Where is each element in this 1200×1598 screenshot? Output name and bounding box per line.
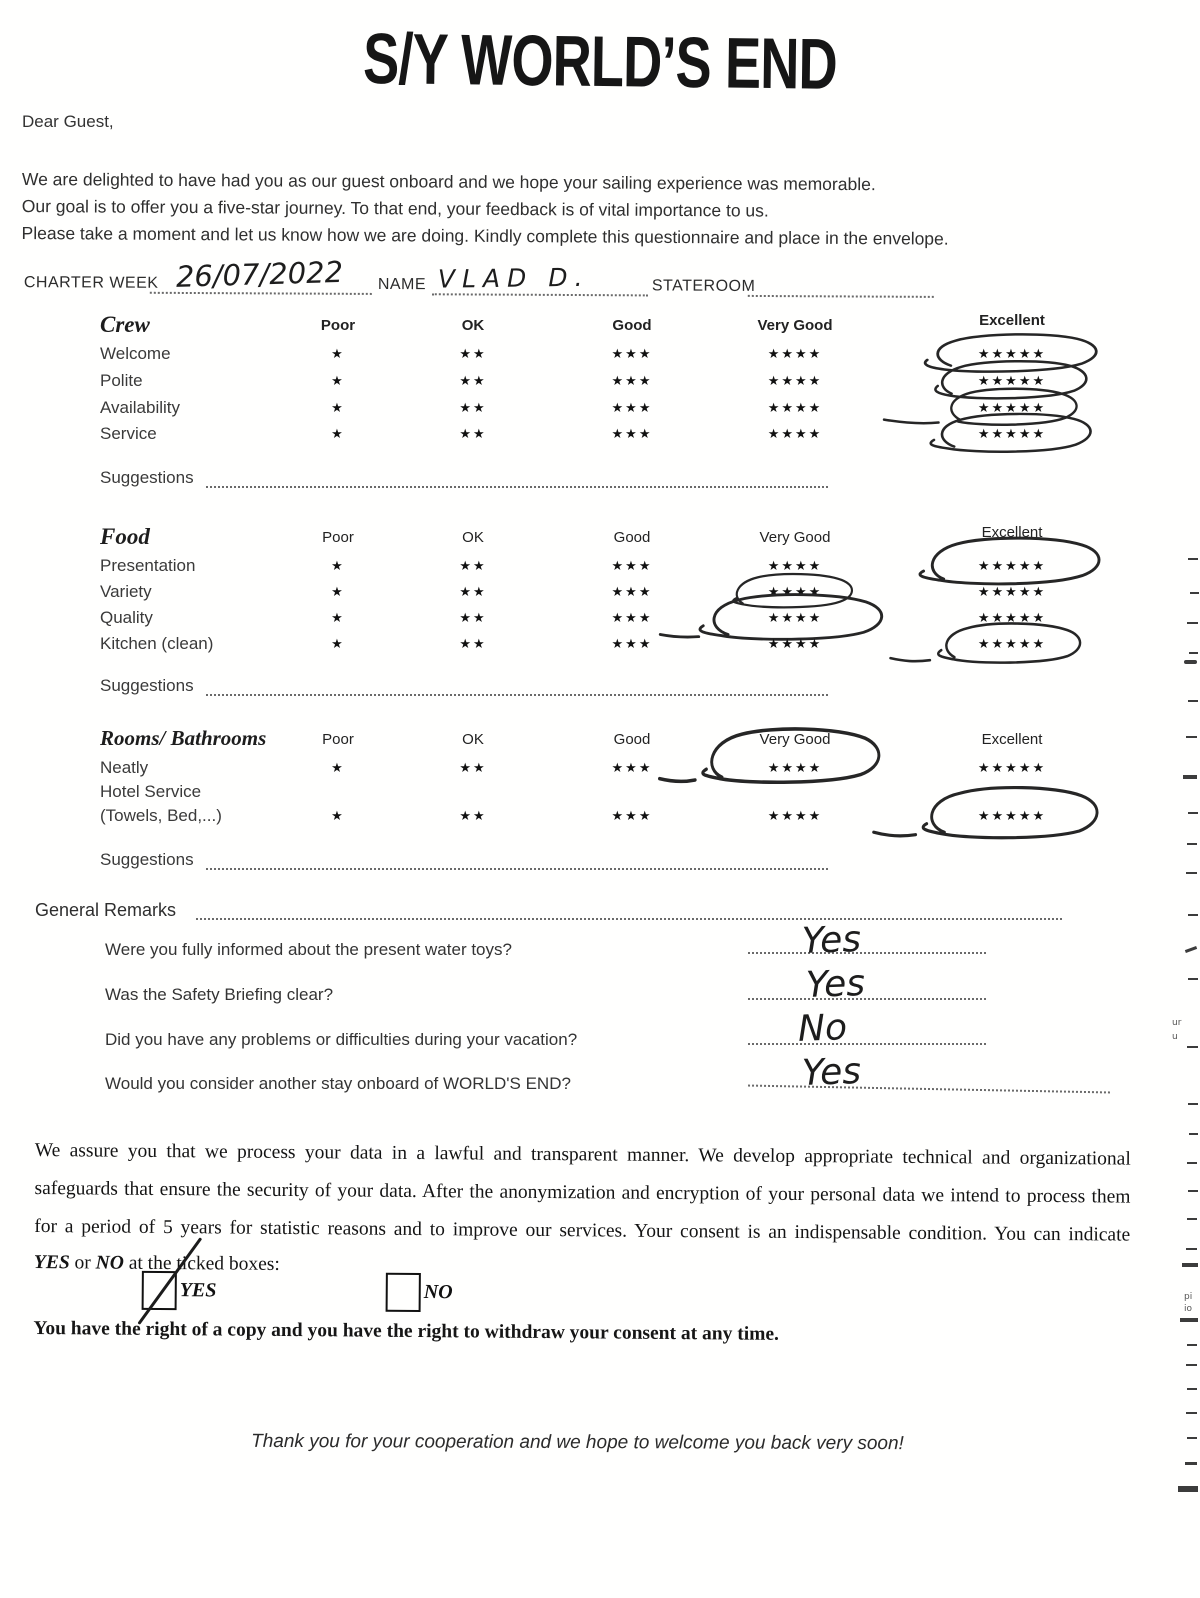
rating-cell-good[interactable]: ★★★ bbox=[611, 373, 653, 388]
stateroom-line[interactable] bbox=[748, 295, 934, 298]
table-row-service bbox=[0, 424, 1200, 448]
rating-cell-excellent-selected[interactable] bbox=[978, 346, 1046, 362]
rating-cell-good[interactable]: ★★★ bbox=[611, 760, 653, 775]
rating-header-ok: OK bbox=[461, 317, 485, 334]
table-row-welcome bbox=[0, 344, 1200, 368]
no-checkbox[interactable] bbox=[386, 1273, 421, 1312]
answer-handwriting: Yes bbox=[801, 1050, 862, 1095]
rating-cell-good[interactable]: ★★★ bbox=[611, 558, 653, 573]
intro-line: We are delighted to have had you as our guest onboard and we hope your sailing experience was memorable. bbox=[21, 168, 876, 195]
stars: ★★★★ bbox=[767, 610, 823, 625]
rating-cell-excellent[interactable]: ★★★★★ bbox=[977, 584, 1047, 599]
rating-cell-very-good-selected[interactable] bbox=[768, 584, 823, 600]
rating-header-very-good: Very Good bbox=[757, 317, 833, 334]
answer-line[interactable] bbox=[748, 998, 986, 1000]
row-label: Presentation bbox=[100, 556, 196, 575]
suggestions-label: Suggestions bbox=[100, 468, 194, 487]
table-row-hotel-service bbox=[0, 806, 1200, 830]
rating-cell-excellent-selected[interactable] bbox=[978, 400, 1046, 416]
stars: ★★★★ bbox=[767, 584, 823, 599]
rating-header-excellent: Excellent bbox=[979, 312, 1045, 329]
scan-artifact bbox=[1188, 558, 1198, 560]
intro-line: Please take a moment and let us know how we are doing. Kindly complete this questionnaire and place in the envelope. bbox=[21, 222, 949, 249]
general-remarks-line[interactable] bbox=[196, 918, 1062, 920]
scan-artifact bbox=[1188, 978, 1198, 980]
stars: ★★★★★ bbox=[977, 400, 1047, 415]
rating-cell-very-good[interactable]: ★★★★ bbox=[767, 808, 823, 823]
yes-checkbox[interactable] bbox=[142, 1271, 177, 1310]
general-remarks-label: General Remarks bbox=[35, 900, 177, 920]
rating-cell-very-good[interactable]: ★★★★ bbox=[767, 426, 823, 441]
rating-cell-ok[interactable]: ★★ bbox=[459, 346, 487, 361]
rating-cell-ok[interactable]: ★★ bbox=[459, 373, 487, 388]
rating-header-good: Good bbox=[612, 317, 652, 334]
suggestions-line[interactable] bbox=[206, 486, 828, 488]
answer-handwriting: No bbox=[797, 1007, 848, 1050]
scan-artifact bbox=[1185, 1462, 1197, 1465]
answer-handwriting: Yes bbox=[805, 962, 866, 1007]
row-label: Kitchen (clean) bbox=[100, 634, 214, 653]
no-checkbox-label: NO bbox=[423, 1281, 453, 1304]
charter-week-value: 26/07/2022 bbox=[175, 254, 344, 294]
rating-cell-poor[interactable]: ★ bbox=[331, 636, 345, 651]
rating-cell-good[interactable]: ★★★ bbox=[611, 426, 653, 441]
thank-you-line: Thank you for your cooperation and we hope to welcome you back very soon! bbox=[251, 1430, 904, 1455]
rating-header-very-good: Very Good bbox=[759, 731, 831, 748]
scan-artifact: pi bbox=[1184, 1292, 1193, 1302]
rating-cell-excellent-selected[interactable] bbox=[978, 636, 1046, 652]
rating-cell-poor[interactable]: ★ bbox=[331, 584, 345, 599]
row-label: Variety bbox=[100, 582, 152, 601]
rating-cell-ok[interactable]: ★★ bbox=[459, 808, 487, 823]
scan-artifact bbox=[1183, 775, 1197, 779]
rating-cell-good[interactable]: ★★★ bbox=[611, 584, 653, 599]
table-row-quality bbox=[0, 608, 1200, 632]
answer-line[interactable] bbox=[748, 952, 986, 954]
rating-header-excellent: Excellent bbox=[981, 524, 1043, 541]
scan-artifact bbox=[1187, 1218, 1197, 1220]
answer-handwriting: Yes bbox=[801, 918, 862, 963]
answer-line[interactable] bbox=[748, 1043, 986, 1045]
stars: ★★★★ bbox=[767, 760, 823, 775]
table-row-neatly bbox=[0, 758, 1200, 782]
rating-header-good: Good bbox=[613, 529, 651, 546]
rating-cell-poor[interactable]: ★ bbox=[331, 400, 345, 415]
header-fields-row bbox=[0, 256, 1200, 304]
stateroom-label: STATEROOM bbox=[651, 277, 756, 295]
rating-cell-ok[interactable]: ★★ bbox=[459, 426, 487, 441]
rating-header-poor: Poor bbox=[320, 317, 356, 334]
stars: ★★★★★ bbox=[977, 636, 1047, 651]
table-row-polite bbox=[0, 371, 1200, 395]
scan-artifact bbox=[1188, 812, 1198, 814]
rooms-header-row bbox=[0, 726, 1200, 756]
rating-cell-good[interactable]: ★★★ bbox=[611, 346, 653, 361]
scan-artifact bbox=[1187, 622, 1198, 624]
rating-cell-ok[interactable]: ★★ bbox=[459, 760, 487, 775]
rating-cell-ok[interactable]: ★★ bbox=[459, 610, 487, 625]
scan-artifact bbox=[1185, 946, 1197, 953]
section-title-rooms: Rooms/ Bathrooms bbox=[100, 726, 267, 750]
rating-cell-good[interactable]: ★★★ bbox=[611, 400, 653, 415]
rating-cell-poor[interactable]: ★ bbox=[331, 808, 345, 823]
row-label: Welcome bbox=[100, 344, 171, 363]
stars: ★★★★★ bbox=[977, 373, 1047, 388]
scan-artifact bbox=[1188, 914, 1198, 916]
table-row-kitchen bbox=[0, 634, 1200, 658]
scan-artifact bbox=[1188, 1190, 1198, 1192]
rating-header-poor: Poor bbox=[322, 529, 354, 546]
row-label-2: (Towels, Bed,...) bbox=[100, 806, 222, 825]
scan-artifact bbox=[1187, 1388, 1197, 1390]
rating-header-ok: OK bbox=[462, 731, 484, 748]
suggestions-label: Suggestions bbox=[100, 676, 194, 695]
page-title: S/Y WORLD’S END bbox=[362, 19, 838, 105]
scan-artifact bbox=[1190, 592, 1199, 594]
name-label: NAME bbox=[377, 275, 427, 294]
consent-or-word: or bbox=[69, 1252, 96, 1274]
rating-cell-good[interactable]: ★★★ bbox=[611, 636, 653, 651]
crew-suggestions-row bbox=[0, 468, 1200, 492]
scan-artifact bbox=[1187, 1437, 1197, 1439]
consent-rest-words: at the ticked boxes: bbox=[123, 1252, 280, 1275]
rating-cell-very-good-selected[interactable] bbox=[768, 610, 823, 626]
scan-artifact: ur bbox=[1172, 1018, 1182, 1028]
rating-cell-poor[interactable]: ★ bbox=[331, 373, 345, 388]
rating-cell-ok[interactable]: ★★ bbox=[459, 584, 487, 599]
rating-cell-very-good[interactable]: ★★★★ bbox=[767, 346, 823, 361]
table-row-variety bbox=[0, 582, 1200, 606]
question-another-stay: Would you consider another stay onboard of WORLD'S END? bbox=[105, 1074, 571, 1093]
name-value: VLAD D. bbox=[437, 262, 590, 294]
food-suggestions-row bbox=[0, 676, 1200, 700]
stars: ★★★★★ bbox=[977, 558, 1047, 573]
rating-cell-poor[interactable]: ★ bbox=[331, 610, 345, 625]
rating-cell-very-good[interactable]: ★★★★ bbox=[767, 636, 823, 651]
charter-week-label: CHARTER WEEK bbox=[23, 274, 159, 292]
consent-no-word: NO bbox=[95, 1252, 124, 1274]
rating-cell-very-good[interactable]: ★★★★ bbox=[767, 558, 823, 573]
scan-artifact bbox=[1187, 1046, 1198, 1048]
scan-artifact: u bbox=[1172, 1032, 1178, 1042]
rating-cell-ok[interactable]: ★★ bbox=[459, 636, 487, 651]
scan-artifact bbox=[1187, 1344, 1197, 1346]
scan-artifact bbox=[1178, 1486, 1198, 1492]
scan-artifact bbox=[1180, 1318, 1198, 1322]
rating-cell-excellent-selected[interactable] bbox=[978, 426, 1046, 442]
intro-paragraph bbox=[22, 166, 1182, 254]
scan-artifact: io bbox=[1184, 1304, 1193, 1314]
row-label: Hotel Service bbox=[100, 782, 202, 801]
rating-cell-very-good[interactable]: ★★★★ bbox=[767, 400, 823, 415]
suggestions-label: Suggestions bbox=[100, 850, 194, 869]
question-water-toys: Were you fully informed about the present water toys? bbox=[105, 940, 512, 959]
rating-cell-very-good[interactable]: ★★★★ bbox=[767, 373, 823, 388]
rating-header-ok: OK bbox=[462, 529, 484, 546]
row-label: Service bbox=[100, 424, 157, 443]
section-title-food: Food bbox=[100, 524, 150, 549]
rating-cell-ok[interactable]: ★★ bbox=[459, 400, 487, 415]
scan-artifact bbox=[1184, 660, 1197, 664]
rating-cell-good[interactable]: ★★★ bbox=[611, 808, 653, 823]
consent-section bbox=[33, 1130, 1135, 1399]
rating-cell-excellent[interactable]: ★★★★★ bbox=[977, 610, 1047, 625]
table-row-presentation bbox=[0, 556, 1200, 580]
section-title-crew: Crew bbox=[100, 312, 150, 337]
rating-header-good: Good bbox=[613, 731, 651, 748]
rating-cell-ok[interactable]: ★★ bbox=[459, 558, 487, 573]
row-label: Quality bbox=[100, 608, 153, 627]
rating-cell-excellent-selected[interactable] bbox=[978, 373, 1046, 389]
stars: ★★★★★ bbox=[977, 346, 1047, 361]
scan-artifact bbox=[1189, 1133, 1198, 1135]
rating-cell-good[interactable]: ★★★ bbox=[611, 610, 653, 625]
scan-artifact bbox=[1189, 652, 1198, 654]
rating-header-very-good: Very Good bbox=[759, 529, 831, 546]
scan-artifact bbox=[1186, 736, 1197, 738]
scan-artifact bbox=[1188, 1103, 1198, 1105]
rating-header-poor: Poor bbox=[322, 731, 354, 748]
question-problems: Did you have any problems or difficulties during your vacation? bbox=[105, 1030, 578, 1049]
scan-artifact bbox=[1188, 700, 1198, 702]
row-label: Neatly bbox=[100, 758, 149, 777]
scan-artifact bbox=[1186, 1364, 1197, 1366]
scan-artifact bbox=[1187, 1162, 1197, 1164]
suggestions-line[interactable] bbox=[206, 694, 828, 696]
consent-paragraph-line: for a period of 5 years for statistic reasons and to improve our services. Your consent is an indispensable condition. You can indicate bbox=[34, 1215, 1131, 1246]
yes-checkbox-label: YES bbox=[179, 1279, 217, 1302]
table-row-availability bbox=[0, 398, 1200, 422]
table-row-hotel-service-label bbox=[0, 782, 1200, 806]
rating-cell-poor[interactable]: ★ bbox=[331, 558, 345, 573]
stars: ★★★★★ bbox=[977, 426, 1047, 441]
scan-artifact bbox=[1186, 1248, 1197, 1250]
food-header-row bbox=[0, 524, 1200, 554]
consent-paragraph-line: We assure you that we process your data in a lawful and transparent manner. We develop appropriate technical and organizational bbox=[34, 1139, 1131, 1170]
consent-yes-word: YES bbox=[33, 1251, 70, 1274]
name-line[interactable] bbox=[432, 293, 648, 296]
scan-artifact bbox=[1187, 843, 1197, 845]
scan-artifact bbox=[1182, 1263, 1198, 1267]
rating-cell-poor[interactable]: ★ bbox=[331, 346, 345, 361]
row-label: Polite bbox=[100, 371, 143, 390]
rating-header-excellent: Excellent bbox=[981, 731, 1043, 748]
rating-cell-excellent-selected[interactable] bbox=[978, 558, 1046, 574]
consent-rights-line: You have the right of a copy and you have the right to withdraw your consent at any time. bbox=[33, 1317, 780, 1345]
question-safety-briefing: Was the Safety Briefing clear? bbox=[105, 985, 334, 1004]
consent-paragraph-line: safeguards that ensure the security of your data. After the anonymization and encryption of your personal data we intend to process them bbox=[34, 1177, 1131, 1208]
rooms-suggestions-row bbox=[0, 850, 1200, 874]
rating-cell-poor[interactable]: ★ bbox=[331, 760, 345, 775]
crew-header-row bbox=[0, 312, 1200, 342]
stars: ★★★★★ bbox=[977, 808, 1047, 823]
greeting: Dear Guest, bbox=[22, 112, 114, 131]
scan-artifact bbox=[1186, 872, 1197, 874]
rating-cell-very-good-selected[interactable] bbox=[768, 760, 823, 776]
rating-cell-excellent-selected[interactable] bbox=[978, 808, 1046, 824]
suggestions-line[interactable] bbox=[206, 868, 828, 870]
scan-artifact bbox=[1186, 1412, 1197, 1414]
row-label: Availability bbox=[100, 398, 181, 417]
rating-cell-poor[interactable]: ★ bbox=[331, 426, 345, 441]
intro-line: Our goal is to offer you a five-star journey. To that end, your feedback is of vital importance to us. bbox=[21, 195, 769, 221]
rating-cell-excellent[interactable]: ★★★★★ bbox=[977, 760, 1047, 775]
